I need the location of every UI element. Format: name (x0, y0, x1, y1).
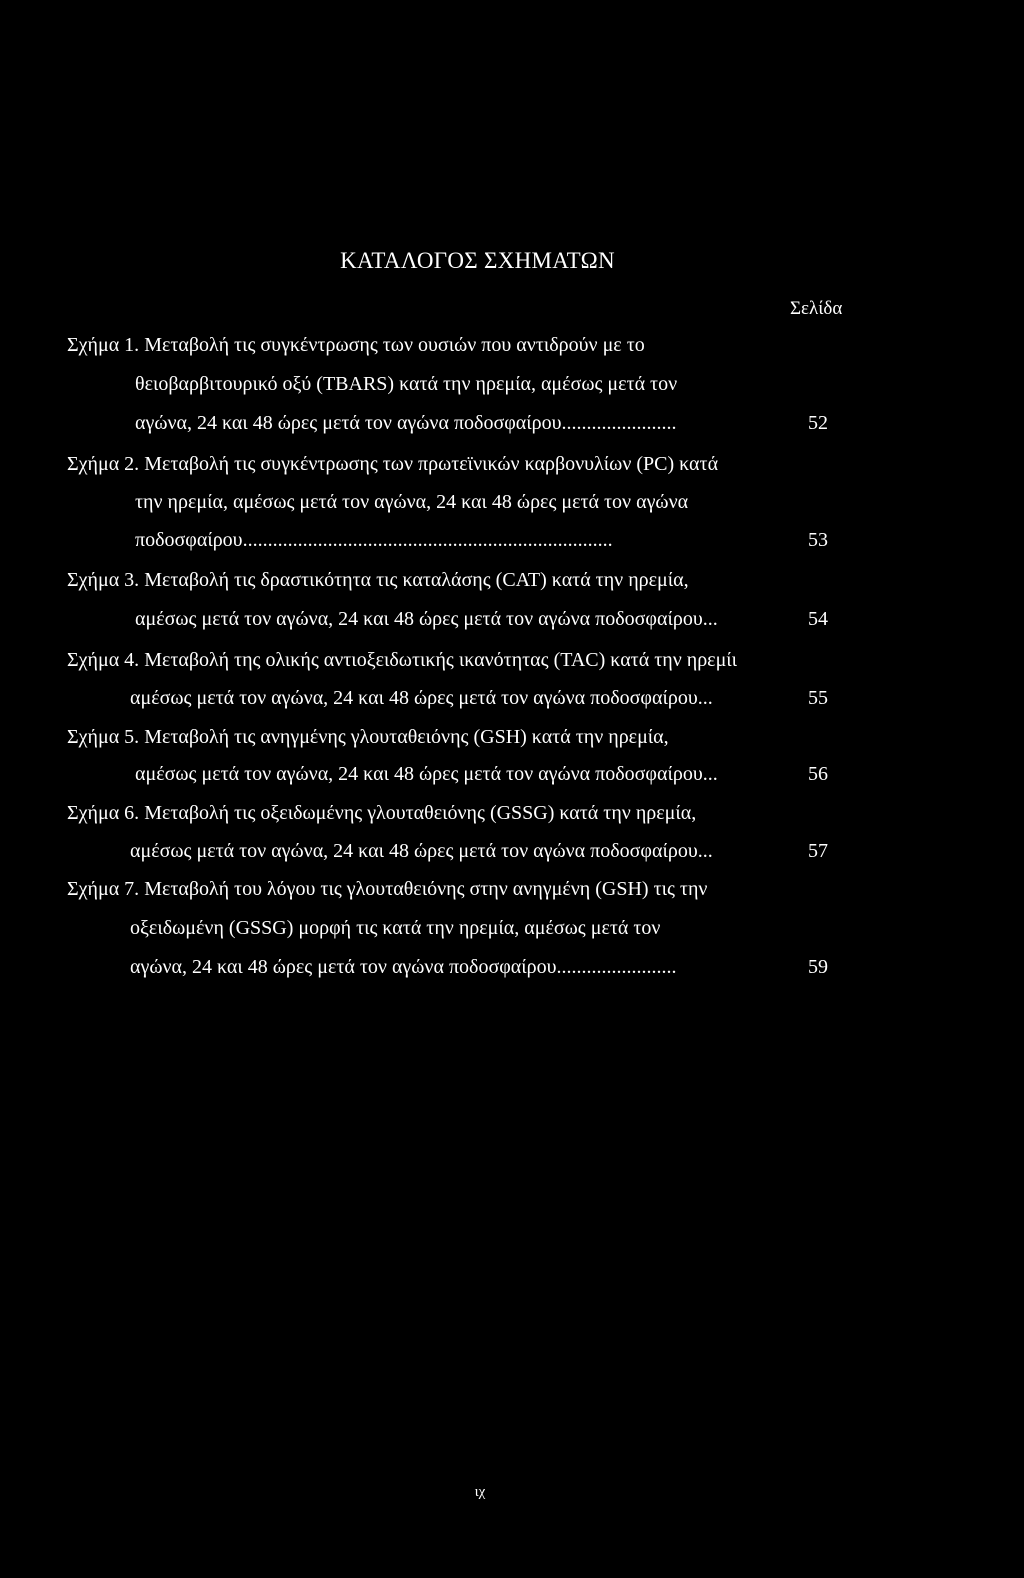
page-number: 54 (808, 608, 828, 630)
page-title: ΚΑΤΑΛΟΓΟΣ ΣΧΗΜΑΤΩΝ (340, 248, 615, 273)
list-item (67, 333, 645, 357)
figure-caption-line: Μεταβολή τις συγκέντρωσης των πρωτεϊνικών καρβονυλίων (PC) κατά (144, 453, 719, 475)
page-number: 52 (808, 412, 828, 434)
list-item (67, 725, 669, 749)
list-item (67, 452, 718, 476)
figure-label: Σχήμα 6. (67, 802, 140, 824)
footer-page-number: ιχ (474, 1484, 486, 1500)
figure-caption-line: αμέσως μετά τον αγώνα, 24 και 48 ώρες μετά τον αγώνα ποδοσφαίρου... (130, 840, 713, 862)
figure-caption-line: αγώνα, 24 και 48 ώρες μετά τον αγώνα ποδοσφαίρου....................... (135, 412, 677, 434)
page-column-header: Σελίδα (790, 298, 843, 319)
figure-label: Σχήμα 5. (67, 726, 140, 748)
figure-caption-line: αμέσως μετά τον αγώνα, 24 και 48 ώρες μετά τον αγώνα ποδοσφαίρου... (130, 687, 713, 709)
figure-caption-line: Μεταβολή του λόγου τις γλουταθειόνης στην ανηγμένη (GSH) τις την (144, 878, 708, 900)
figure-caption-line: αγώνα, 24 και 48 ώρες μετά τον αγώνα ποδοσφαίρου........................ (130, 956, 677, 978)
figure-caption-line: την ηρεμία, αμέσως μετά τον αγώνα, 24 και 48 ώρες μετά τον αγώνα (135, 491, 689, 513)
page-number: 56 (808, 763, 828, 785)
figure-caption-line: οξειδωμένη (GSSG) μορφή τις κατά την ηρεμία, αμέσως μετά τον (130, 917, 661, 939)
figure-caption-line: αμέσως μετά τον αγώνα, 24 και 48 ώρες μετά τον αγώνα ποδοσφαίρου... (135, 608, 718, 630)
page-number: 59 (808, 956, 828, 978)
list-item (67, 568, 689, 592)
list-item (67, 648, 807, 672)
list-item (67, 877, 707, 901)
figure-caption-line: Μεταβολή τις συγκέντρωσης των ουσιών που αντιδρούν με το (144, 334, 645, 356)
list-item (67, 801, 696, 825)
figure-label: Σχήμα 4. (67, 649, 140, 671)
figure-caption-line: Μεταβολή τις οξειδωμένης γλουταθειόνης (GSSG) κατά την ηρεμία, (144, 802, 697, 824)
figure-caption-line: Μεταβολή τις δραστικότητα τις καταλάσης (CAT) κατά την ηρεμία, (144, 569, 689, 591)
figure-caption-line: θειοβαρβιτουρικό οξύ (TBARS) κατά την ηρεμία, αμέσως μετά τον (135, 373, 678, 395)
figure-caption-line: ποδοσφαίρου.......................................................................... (135, 529, 613, 551)
figure-caption-line: Μεταβολή της ολικής αντιοξειδωτικής ικανότητας (TAC) κατά την ηρεμίι (144, 649, 738, 671)
page-number: 55 (808, 687, 828, 709)
figure-label: Σχήμα 2. (67, 453, 140, 475)
figure-caption-line: Μεταβολή τις ανηγμένης γλουταθειόνης (GSH) κατά την ηρεμία, (144, 726, 669, 748)
page-number: 57 (808, 840, 828, 862)
figure-label: Σχήμα 7. (67, 878, 140, 900)
figure-caption-line: αμέσως μετά τον αγώνα, 24 και 48 ώρες μετά τον αγώνα ποδοσφαίρου... (135, 763, 718, 785)
figure-label: Σχήμα 3. (67, 569, 140, 591)
figure-label: Σχήμα 1. (67, 334, 140, 356)
page-number: 53 (808, 529, 828, 551)
